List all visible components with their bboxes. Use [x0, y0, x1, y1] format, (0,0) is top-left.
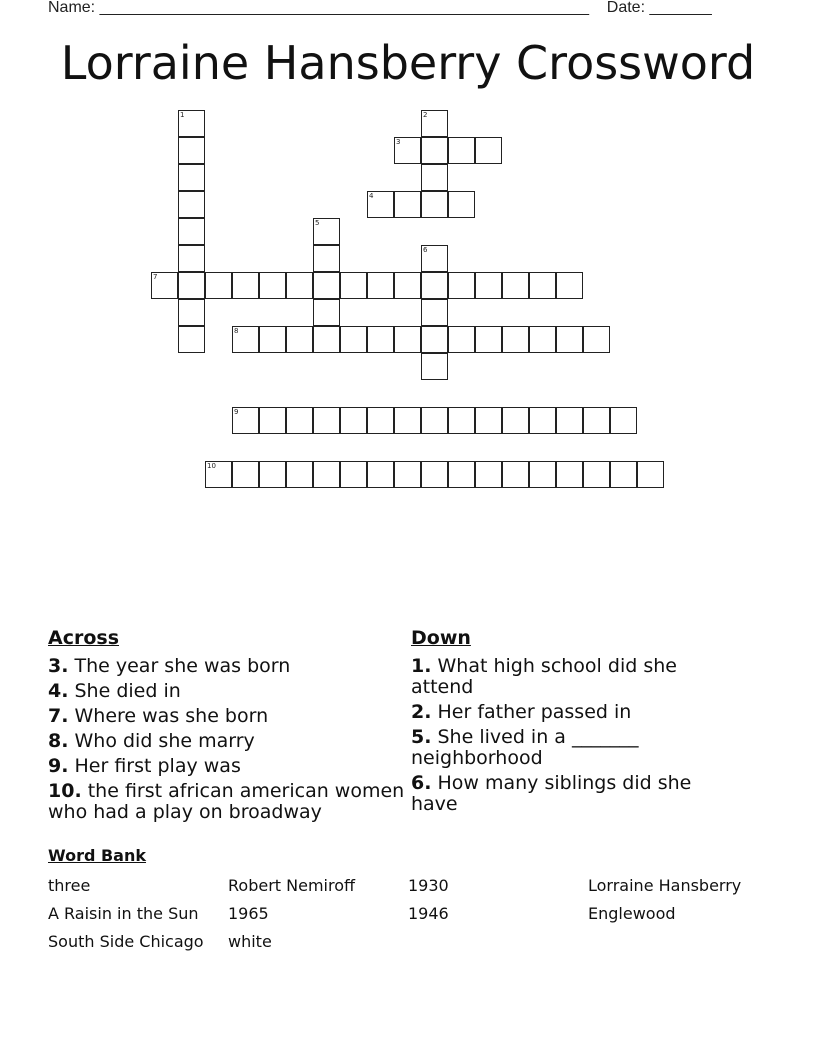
grid-cell[interactable]: [313, 326, 340, 353]
word-bank-item: A Raisin in the Sun: [48, 904, 199, 923]
grid-cell[interactable]: [394, 407, 421, 434]
grid-cell[interactable]: [394, 461, 421, 488]
across-clue: 9. Her first play was: [48, 755, 241, 777]
grid-cell[interactable]: [421, 326, 448, 353]
clue-number: 3: [396, 138, 401, 146]
grid-cell[interactable]: [529, 326, 556, 353]
grid-cell[interactable]: [178, 245, 205, 272]
across-clue: 10. the first african american women who had a play on broadway: [48, 780, 405, 823]
clue-number: 1: [180, 111, 185, 119]
grid-cell[interactable]: [556, 461, 583, 488]
grid-cell[interactable]: [313, 299, 340, 326]
grid-cell[interactable]: [178, 299, 205, 326]
grid-cell[interactable]: [529, 407, 556, 434]
word-bank-item: Englewood: [588, 904, 676, 923]
across-clue: 8. Who did she marry: [48, 730, 255, 752]
date-label: Date:: [606, 0, 646, 16]
grid-cell[interactable]: [583, 461, 610, 488]
grid-cell[interactable]: [421, 299, 448, 326]
grid-cell[interactable]: [583, 326, 610, 353]
grid-cell[interactable]: [340, 272, 367, 299]
grid-cell[interactable]: [448, 326, 475, 353]
word-bank-item: white: [228, 932, 272, 951]
word-bank-item: 1946: [408, 904, 449, 923]
grid-cell[interactable]: [394, 272, 421, 299]
grid-cell[interactable]: [583, 407, 610, 434]
down-clue: 1. What high school did she attend: [411, 655, 677, 698]
word-bank-item: Lorraine Hansberry: [588, 876, 742, 895]
grid-cell[interactable]: [259, 461, 286, 488]
grid-cell[interactable]: [475, 272, 502, 299]
grid-cell[interactable]: [178, 218, 205, 245]
grid-cell[interactable]: [529, 461, 556, 488]
across-clues: [48, 628, 408, 827]
grid-cell[interactable]: [367, 407, 394, 434]
word-bank-item: Robert Nemiroff: [228, 876, 356, 895]
grid-cell[interactable]: [340, 326, 367, 353]
word-bank-item: 1930: [408, 876, 449, 895]
across-clue: 4. She died in: [48, 680, 181, 702]
grid-cell[interactable]: [340, 407, 367, 434]
grid-cell[interactable]: [502, 272, 529, 299]
grid-cell[interactable]: [556, 272, 583, 299]
grid-cell[interactable]: [367, 461, 394, 488]
grid-cell[interactable]: [178, 326, 205, 353]
grid-cell[interactable]: [421, 353, 448, 380]
grid-cell[interactable]: [259, 407, 286, 434]
grid-cell[interactable]: [286, 461, 313, 488]
clue-number: 9: [234, 408, 239, 416]
grid-cell[interactable]: [394, 326, 421, 353]
grid-cell[interactable]: [448, 407, 475, 434]
grid-cell[interactable]: [313, 461, 340, 488]
word-bank-item: three: [48, 876, 91, 895]
grid-cell[interactable]: [421, 272, 448, 299]
grid-cell[interactable]: [475, 461, 502, 488]
grid-cell[interactable]: [475, 326, 502, 353]
across-heading: Across: [48, 627, 120, 649]
down-clues: [411, 628, 711, 819]
across-clue: 3. The year she was born: [48, 655, 291, 677]
grid-cell[interactable]: [313, 272, 340, 299]
grid-cell[interactable]: [259, 272, 286, 299]
grid-cell[interactable]: [178, 272, 205, 299]
grid-cell[interactable]: [313, 407, 340, 434]
grid-cell[interactable]: [421, 137, 448, 164]
name-blank[interactable]: _______________________________________________________: [99, 0, 589, 16]
grid-cell[interactable]: [286, 407, 313, 434]
clue-number: 10: [207, 462, 216, 470]
word-bank-heading: Word Bank: [48, 846, 147, 865]
grid-cell[interactable]: [610, 461, 637, 488]
word-bank-item: 1965: [228, 904, 269, 923]
down-heading: Down: [411, 627, 471, 649]
grid-cell[interactable]: [448, 137, 475, 164]
clue-number: 7: [153, 273, 158, 281]
grid-cell[interactable]: [502, 326, 529, 353]
grid-cell[interactable]: [421, 164, 448, 191]
grid-cell[interactable]: [421, 191, 448, 218]
grid-cell[interactable]: [556, 407, 583, 434]
grid-cell[interactable]: [340, 461, 367, 488]
grid-cell[interactable]: [421, 407, 448, 434]
grid-cell[interactable]: [448, 272, 475, 299]
grid-cell[interactable]: [475, 137, 502, 164]
grid-cell[interactable]: [421, 461, 448, 488]
down-clue: 2. Her father passed in: [411, 701, 632, 723]
grid-cell[interactable]: [232, 272, 259, 299]
grid-cell[interactable]: [367, 272, 394, 299]
page-title: Lorraine Hansberry Crossword: [60, 36, 756, 90]
down-clue: 5. She lived in a _______ neighborhood: [411, 726, 639, 769]
across-clue: 7. Where was she born: [48, 705, 269, 727]
grid-cell[interactable]: [448, 461, 475, 488]
clue-number: 6: [423, 246, 428, 254]
grid-cell[interactable]: [502, 407, 529, 434]
date-blank[interactable]: _______: [649, 0, 712, 16]
word-bank-item: South Side Chicago: [48, 932, 204, 951]
grid-cell[interactable]: [178, 164, 205, 191]
grid-cell[interactable]: [448, 191, 475, 218]
clue-number: 2: [423, 111, 428, 119]
grid-cell[interactable]: [556, 326, 583, 353]
grid-cell[interactable]: [232, 461, 259, 488]
grid-cell[interactable]: [502, 461, 529, 488]
grid-cell[interactable]: [259, 326, 286, 353]
grid-cell[interactable]: [529, 272, 556, 299]
grid-cell[interactable]: [610, 407, 637, 434]
grid-cell[interactable]: [475, 407, 502, 434]
grid-cell[interactable]: [205, 272, 232, 299]
grid-cell[interactable]: [637, 461, 664, 488]
clue-number: 8: [234, 327, 239, 335]
grid-cell[interactable]: [286, 326, 313, 353]
grid-cell[interactable]: [178, 137, 205, 164]
name-label: Name:: [48, 0, 96, 16]
clue-number: 5: [315, 219, 320, 227]
clue-number: 4: [369, 192, 374, 200]
grid-cell[interactable]: [394, 191, 421, 218]
down-clue: 6. How many siblings did she have: [411, 772, 692, 815]
grid-cell[interactable]: [178, 191, 205, 218]
grid-cell[interactable]: [286, 272, 313, 299]
grid-cell[interactable]: [313, 245, 340, 272]
grid-cell[interactable]: [367, 326, 394, 353]
